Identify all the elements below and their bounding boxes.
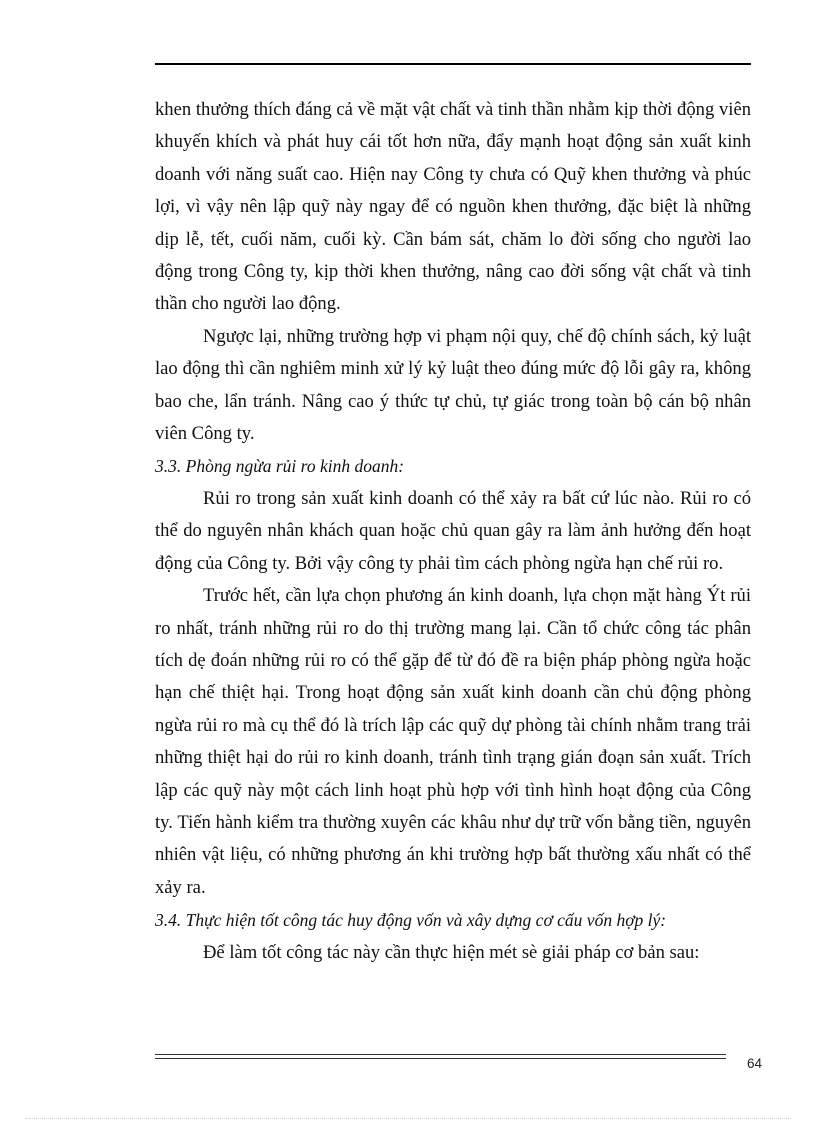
paragraph-body: Rủi ro trong sản xuất kinh doanh có thể xảy ra bất cứ lúc nào. Rủi ro có thể do nguyên nhân khách quan hoặc chủ quan gây ra làm ảnh hưởng đến hoạt động của Công ty. Bởi vậy công ty phải tìm cách phòng ngừa hạn chế rủi ro. — [155, 487, 751, 574]
section-heading: 3.3. Phòng ngừa rủi ro kinh doanh: — [155, 456, 405, 477]
paragraph-body: Để làm tốt công tác này cần thực hiện mét sè giải pháp cơ bản sau: — [203, 941, 700, 963]
header-rule — [155, 63, 751, 65]
page-body — [155, 94, 751, 969]
paragraph-body: Trước hết, cần lựa chọn phương án kinh doanh, lựa chọn mặt hàng Ýt rủi ro nhất, tránh những rủi ro do thị trường mang lại. Cần tổ chức công tác phân tích dẹ đoán những rủi ro có thể gặp để từ đó đề ra biện pháp phòng ngừa hoặc hạn chế thiệt hại. Trong hoạt động sản xuất kinh doanh cần chủ động phòng ngừa rủi ro mà cụ thể đó là trích lập các quỹ dự phòng tài chính nhằm trang trải những thiệt hại do rủi ro kinh doanh, tránh tình trạng gián đoạn sản xuất. Trích lập các quỹ này một cách linh hoạt phù hợp với tình hình hoạt động của Công ty. Tiến hành kiểm tra thường xuyên các khâu như dự trữ vốn bằng tiền, nguyên nhiên vật liệu, có những phương án khi trường hợp bất thường xấu nhất có thể xảy ra. — [155, 585, 751, 898]
page-edge-divider — [25, 1118, 791, 1119]
footer-rule — [155, 1054, 726, 1059]
section-heading: 3.4. Thực hiện tốt công tác huy động vốn và xây dựng cơ cấu vốn hợp lý: — [155, 910, 667, 931]
paragraph-body: khen thưởng thích đáng cả về mặt vật chất và tinh thần nhằm kịp thời động viên khuyến khích và phát huy cái tốt hơn nữa, đẩy mạnh hoạt động sản xuất kinh doanh với năng suất cao. Hiện nay Công ty chưa có Quỹ khen thưởng và phúc lợi, vì vậy nên lập quỹ này ngay để có nguồn khen thưởng, đặc biệt là những dịp lễ, tết, cuối năm, cuối kỳ. Cần bám sát, chăm lo đời sống cho người lao động trong Công ty, kịp thời khen thưởng, nâng cao đời sống vật chất và tinh thần cho người lao động. — [155, 99, 751, 315]
paragraph-body: Ngược lại, những trường hợp vi phạm nội quy, chế độ chính sách, kỷ luật lao động thì cần nghiêm minh xử lý kỷ luật theo đúng mức độ lỗi gây ra, không bao che, lẩn tránh. Nâng cao ý thức tự chủ, tự giác trong toàn bộ cán bộ nhân viên Công ty. — [155, 325, 751, 445]
page-number: 64 — [747, 1056, 763, 1071]
